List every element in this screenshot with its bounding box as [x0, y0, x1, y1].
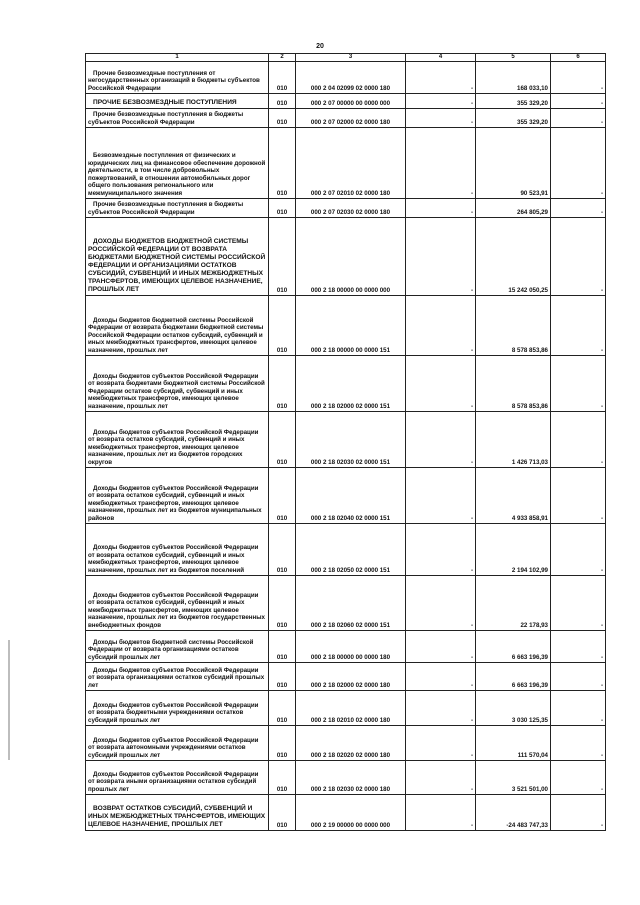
- row-code: 010: [276, 821, 288, 829]
- table-row: [86, 62, 606, 94]
- row-kbk: 000 2 18 02030 02 0000 180: [310, 785, 391, 793]
- row-name: Безвозмездные поступления от физических и юридических лиц на финансовое обеспечение дорожной деятельности, в том числе добровольных пожертвований, в отношении автомобильных дорог общего пользования регионального или межмуниципального значения: [88, 151, 266, 197]
- row-col6-value: -: [600, 621, 603, 629]
- table-row: [86, 109, 606, 128]
- table-row: [86, 356, 606, 412]
- scan-edge-mark: [8, 640, 10, 760]
- table-row: [86, 468, 606, 524]
- row-name: Прочие безвозмездные поступления в бюджеты субъектов Российской Федерации: [88, 111, 244, 126]
- page-number: 20: [316, 43, 324, 50]
- row-code: 010: [276, 514, 288, 522]
- row-code: 010: [276, 458, 288, 466]
- row-amount: 6 663 196,39: [511, 681, 548, 689]
- table-row: [86, 691, 606, 726]
- row-amount: 3 030 125,35: [511, 716, 548, 724]
- row-col6-value: -: [600, 653, 603, 661]
- row-name: Доходы бюджетов субъектов Российской Федерации от возврата иными организациями остатков субсидий прошлых лет: [88, 770, 259, 793]
- row-col4-value: -: [470, 118, 473, 126]
- row-kbk: 000 2 04 02099 02 0000 180: [310, 84, 391, 92]
- row-col4-value: -: [470, 402, 473, 410]
- row-col4-value: -: [470, 346, 473, 354]
- row-amount: 355 329,20: [517, 99, 548, 107]
- row-col4-value: -: [470, 681, 473, 689]
- row-name: Доходы бюджетов субъектов Российской Федерации от возврата бюджетными учреждениями остатков субсидий прошлых лет: [88, 701, 259, 724]
- row-code: 010: [276, 566, 288, 574]
- row-code: 010: [276, 99, 288, 107]
- row-name: ДОХОДЫ БЮДЖЕТОВ БЮДЖЕТНОЙ СИСТЕМЫ РОССИЙСКОЙ ФЕДЕРАЦИИ ОТ ВОЗВРАТА БЮДЖЕТАМИ БЮДЖЕТНОЙ СИСТЕМЫ РОССИЙСКОЙ ФЕДЕРАЦИИ И ОРГАНИЗАЦИЯМИ ОСТАТКОВ СУБСИДИЙ, СУБВЕНЦИЙ И ИНЫХ МЕЖБЮДЖЕТНЫХ ТРАНСФЕРТОВ, ИМЕЮЩИХ ЦЕЛЕВОЕ НАЗНАЧЕНИЕ, ПРОШЛЫХ ЛЕТ: [88, 238, 266, 294]
- row-name: Доходы бюджетов субъектов Российской Федерации от возврата автономными учреждениями остатков субсидий прошлых лет: [88, 736, 259, 759]
- row-name: ВОЗВРАТ ОСТАТКОВ СУБСИДИЙ, СУБВЕНЦИЙ И ИНЫХ МЕЖБЮДЖЕТНЫХ ТРАНСФЕРТОВ, ИМЕЮЩИХ ЦЕЛЕВОЕ НАЗНАЧЕНИЕ, ПРОШЛЫХ ЛЕТ: [88, 805, 266, 829]
- row-code: 010: [276, 189, 288, 197]
- row-amount: 90 523,91: [520, 189, 548, 197]
- row-col6-value: -: [600, 566, 603, 574]
- row-kbk: 000 2 18 00000 00 0000 180: [310, 653, 391, 661]
- row-name: Доходы бюджетов субъектов Российской Федерации от возврата остатков субсидий, субвенций и иных межбюджетных трансфертов, имеющих целевое назначение, прошлых лет из бюджетов муниципальных районов: [88, 484, 262, 522]
- row-amount: -24 483 747,33: [506, 821, 548, 829]
- row-code: 010: [276, 286, 288, 294]
- row-col6-value: -: [600, 286, 603, 294]
- row-col6-value: -: [600, 821, 603, 829]
- row-amount: 8 578 853,86: [511, 402, 548, 410]
- column-number: 1: [86, 54, 269, 62]
- table-row: [86, 631, 606, 663]
- column-number: 6: [551, 54, 606, 62]
- row-name: Доходы бюджетов субъектов Российской Федерации от возврата организациями остатков субсидий прошлых лет: [88, 666, 265, 689]
- table-row: [86, 94, 606, 109]
- table-row: [86, 128, 606, 199]
- row-amount: 168 033,10: [517, 84, 548, 92]
- row-col6-value: -: [600, 751, 603, 759]
- row-col4-value: -: [470, 653, 473, 661]
- row-col6-value: -: [600, 716, 603, 724]
- row-kbk: 000 2 18 02050 02 0000 151: [310, 566, 391, 574]
- row-col4-value: -: [470, 84, 473, 92]
- row-kbk: 000 2 18 02000 02 0000 180: [310, 681, 391, 689]
- table-row: [86, 726, 606, 761]
- row-col4-value: -: [470, 821, 473, 829]
- row-kbk: 000 2 18 02060 02 0000 151: [310, 621, 391, 629]
- row-code: 010: [276, 621, 288, 629]
- row-col6-value: -: [600, 514, 603, 522]
- row-col6-value: -: [600, 118, 603, 126]
- table-row: [86, 663, 606, 691]
- row-col6-value: -: [600, 681, 603, 689]
- row-kbk: 000 2 18 02040 02 0000 151: [310, 514, 391, 522]
- row-amount: 1 426 713,03: [511, 458, 548, 466]
- row-amount: 6 663 196,39: [511, 653, 548, 661]
- row-kbk: 000 2 07 00000 00 0000 000: [310, 99, 391, 107]
- row-name: Прочие безвозмездные поступления от негосударственных организаций в бюджеты субъектов Российской Федерации: [88, 69, 260, 92]
- row-kbk: 000 2 07 02010 02 0000 180: [310, 189, 391, 197]
- table-row: [86, 218, 606, 296]
- row-code: 010: [276, 118, 288, 126]
- row-kbk: 000 2 18 00000 00 0000 151: [310, 346, 391, 354]
- row-col6-value: -: [600, 458, 603, 466]
- row-col4-value: -: [470, 621, 473, 629]
- row-name: ПРОЧИЕ БЕЗВОЗМЕЗДНЫЕ ПОСТУПЛЕНИЯ: [93, 99, 237, 107]
- row-name: Доходы бюджетов субъектов Российской Федерации от возврата бюджетами бюджетной системы Российской Федерации остатков субсидий, субвенций и иных межбюджетных трансфертов, имеющих целевое назначение, прошлых лет: [88, 372, 265, 410]
- row-col4-value: -: [470, 716, 473, 724]
- row-kbk: 000 2 19 00000 00 0000 000: [310, 821, 391, 829]
- row-col4-value: -: [470, 751, 473, 759]
- row-code: 010: [276, 785, 288, 793]
- row-amount: 2 194 102,99: [511, 566, 548, 574]
- row-code: 010: [276, 653, 288, 661]
- row-col4-value: -: [470, 208, 473, 216]
- row-col6-value: -: [600, 346, 603, 354]
- row-kbk: 000 2 07 02000 02 0000 180: [310, 118, 391, 126]
- row-code: 010: [276, 208, 288, 216]
- row-col4-value: -: [470, 189, 473, 197]
- row-amount: 355 329,20: [517, 118, 548, 126]
- table-row: [86, 412, 606, 468]
- row-amount: 15 242 050,25: [508, 286, 548, 294]
- row-amount: 22 178,93: [520, 621, 548, 629]
- row-col6-value: -: [600, 785, 603, 793]
- table-row: [86, 524, 606, 576]
- row-col4-value: -: [470, 566, 473, 574]
- row-col4-value: -: [470, 286, 473, 294]
- budget-table: [85, 53, 606, 831]
- row-kbk: 000 2 07 02030 02 0000 180: [310, 208, 391, 216]
- row-amount: 3 521 501,00: [511, 785, 548, 793]
- row-code: 010: [276, 402, 288, 410]
- row-col6-value: -: [600, 402, 603, 410]
- table-row: [86, 296, 606, 356]
- row-code: 010: [276, 84, 288, 92]
- row-col6-value: -: [600, 189, 603, 197]
- column-number: 2: [269, 54, 296, 62]
- row-kbk: 000 2 18 02020 02 0000 180: [310, 751, 391, 759]
- column-number: 4: [406, 54, 476, 62]
- row-col4-value: -: [470, 514, 473, 522]
- row-col6-value: -: [600, 208, 603, 216]
- table-row: [86, 761, 606, 795]
- row-name: Доходы бюджетов бюджетной системы Российской Федерации от возврата бюджетами бюджетной системы Российской Федерации остатков субсидий, субвенций и иных межбюджетных трансфертов, имеющих целевое назначение, прошлых лет: [88, 316, 264, 354]
- column-number: 5: [476, 54, 551, 62]
- row-col4-value: -: [470, 99, 473, 107]
- column-numbers-row: [86, 54, 606, 62]
- row-name: Доходы бюджетов субъектов Российской Федерации от возврата остатков субсидий, субвенций и иных межбюджетных трансфертов, имеющих целевое назначение, прошлых лет из бюджетов городских округов: [88, 428, 259, 466]
- row-kbk: 000 2 18 02000 02 0000 151: [310, 402, 391, 410]
- row-col4-value: -: [470, 458, 473, 466]
- row-kbk: 000 2 18 02030 02 0000 151: [310, 458, 391, 466]
- row-col6-value: -: [600, 99, 603, 107]
- row-name: Прочие безвозмездные поступления в бюджеты субъектов Российской Федерации: [88, 201, 244, 216]
- row-code: 010: [276, 751, 288, 759]
- row-amount: 4 933 858,91: [511, 514, 548, 522]
- row-name: Доходы бюджетов бюджетной системы Российской Федерации от возврата организациями остатков субсидий прошлых лет: [88, 638, 254, 661]
- table-row: [86, 795, 606, 831]
- row-kbk: 000 2 18 02010 02 0000 180: [310, 716, 391, 724]
- row-name: Доходы бюджетов субъектов Российской Федерации от возврата остатков субсидий, субвенций и иных межбюджетных трансфертов, имеющих целевое назначение, прошлых лет из бюджетов государственных внебюджетных фондов: [88, 591, 265, 629]
- row-code: 010: [276, 681, 288, 689]
- table-row: [86, 576, 606, 631]
- row-amount: 264 805,29: [517, 208, 548, 216]
- row-kbk: 000 2 18 00000 00 0000 000: [310, 286, 391, 294]
- row-col4-value: -: [470, 785, 473, 793]
- row-amount: 8 578 853,86: [511, 346, 548, 354]
- row-code: 010: [276, 346, 288, 354]
- row-code: 010: [276, 716, 288, 724]
- row-name: Доходы бюджетов субъектов Российской Федерации от возврата остатков субсидий, субвенций и иных межбюджетных трансфертов, имеющих целевое назначение, прошлых лет из бюджетов поселений: [88, 544, 259, 574]
- row-col6-value: -: [600, 84, 603, 92]
- table-row: [86, 199, 606, 218]
- row-amount: 111 570,04: [517, 751, 548, 759]
- column-number: 3: [296, 54, 406, 62]
